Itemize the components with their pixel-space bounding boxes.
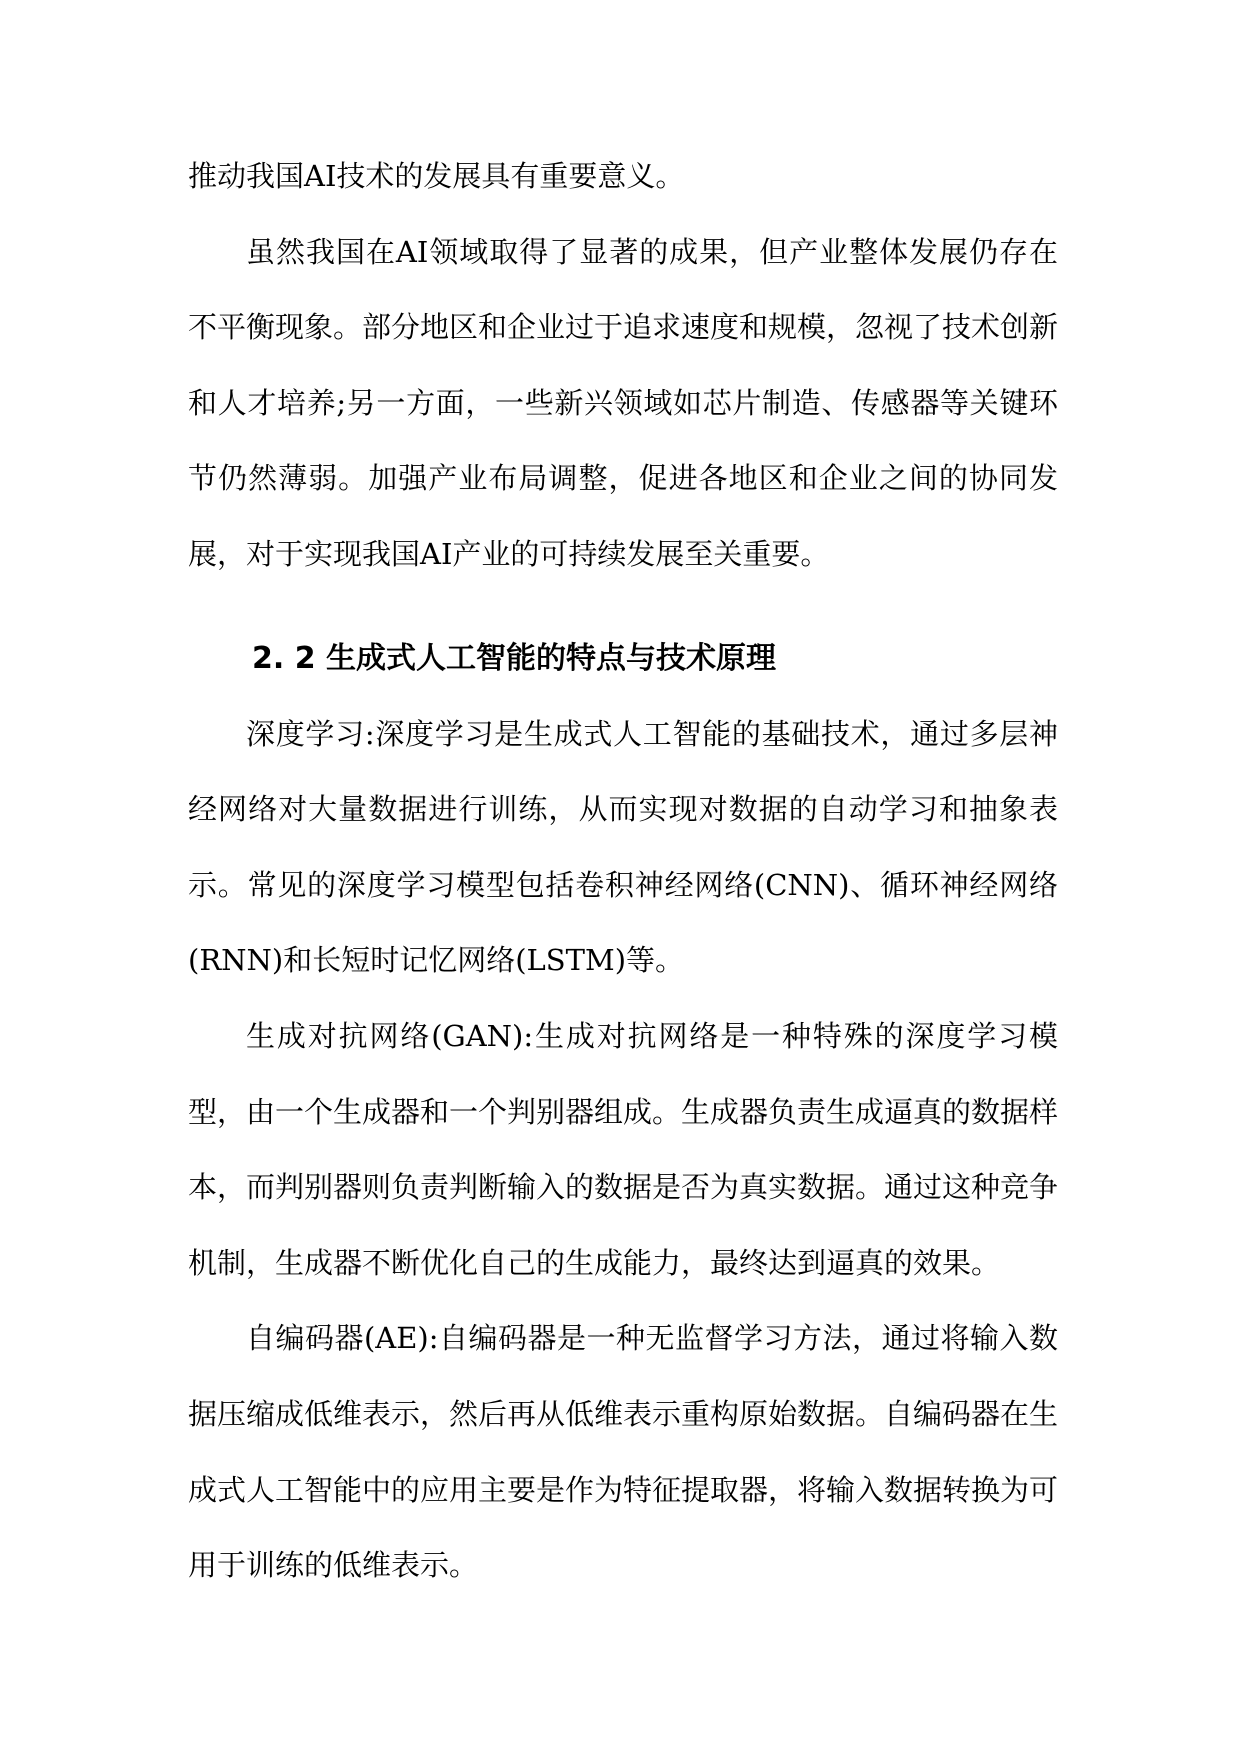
- paragraph-autoencoder: 自编码器(AE):自编码器是一种无监督学习方法，通过将输入数据压缩成低维表示，然后再从低维表示重构原始数据。自编码器在生成式人工智能中的应用主要是作为特征提取器，将输入数据转换为可用于训练的低维表示。: [188, 1321, 1059, 1583]
- paragraph-gan: 生成对抗网络(GAN):生成对抗网络是一种特殊的深度学习模型，由一个生成器和一个判别器组成。生成器负责生成逼真的数据样本，而判别器则负责判断输入的数据是否为真实数据。通过这种竞争机制，生成器不断优化自己的生成能力，最终达到逼真的效果。: [188, 1018, 1059, 1280]
- paragraph-continuation: 推动我国AI技术的发展具有重要意义。: [188, 159, 685, 193]
- paragraph-industry-imbalance: 虽然我国在AI领域取得了显著的成果，但产业整体发展仍存在不平衡现象。部分地区和企业过于追求速度和规模，忽视了技术创新和人才培养;另一方面，一些新兴领域如芯片制造、传感器等关键环节仍然薄弱。加强产业布局调整，促进各地区和企业之间的协同发展，对于实现我国AI产业的可持续发展至关重要。: [188, 234, 1059, 571]
- document-body: [188, 139, 1058, 1604]
- section-heading: 2. 2 生成式人工智能的特点与技术原理: [252, 640, 777, 676]
- paragraph-deep-learning: 深度学习:深度学习是生成式人工智能的基础技术，通过多层神经网络对大量数据进行训练，从而实现对数据的自动学习和抽象表示。常见的深度学习模型包括卷积神经网络(CNN)、循环神经网络(RNN)和长短时记忆网络(LSTM)等。: [188, 716, 1058, 978]
